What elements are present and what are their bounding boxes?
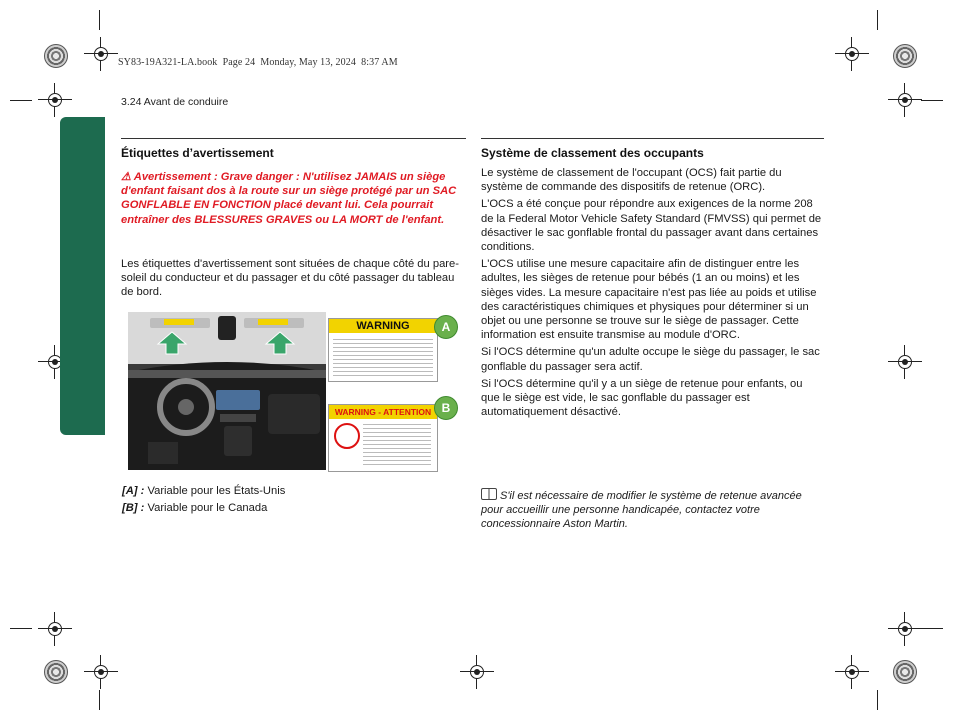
registration-mark-top-right bbox=[893, 44, 917, 68]
no-rear-facing-seat-icon bbox=[334, 423, 360, 449]
paragraph: Si l'OCS détermine qu'il y a un siège de retenue pour enfants, ou que le siège est vide, le sac gonflable du passager est automatiquement désactivé. bbox=[481, 377, 803, 419]
caption-key-b: [B] : bbox=[122, 502, 145, 514]
occupant-classification-body bbox=[481, 166, 824, 422]
trim-line bbox=[99, 690, 100, 710]
caption-text-a: Variable pour les États-Unis bbox=[144, 485, 286, 497]
section-tab bbox=[60, 117, 105, 435]
paragraph: Si l'OCS détermine qu'un adulte occupe le siège du passager, le sac gonflable du passager sera actif. bbox=[481, 346, 820, 373]
warning-label-b bbox=[328, 404, 438, 472]
trim-line bbox=[921, 100, 943, 101]
figure-caption-a bbox=[122, 484, 285, 499]
accessibility-icon bbox=[481, 488, 497, 500]
accessibility-note bbox=[481, 488, 824, 531]
warning-text bbox=[121, 170, 466, 227]
paragraph: Le système de classement de l'occupant (OCS) fait partie du système de commande des dispositifs de retenue (ORC). bbox=[481, 167, 782, 194]
crosshair-right-upper bbox=[888, 83, 922, 117]
print-slug: SY83-19A321-LA.book Page 24 Monday, May 13, 2024 8:37 AM bbox=[118, 57, 398, 68]
crosshair-bottom-left bbox=[84, 655, 118, 689]
crosshair-right-middle bbox=[888, 345, 922, 379]
crosshair-bottom-right bbox=[835, 655, 869, 689]
column-rule-right bbox=[481, 138, 824, 139]
crosshair-right-lower bbox=[888, 612, 922, 646]
warning-icon: ⚠ bbox=[121, 171, 132, 183]
paragraph: Les étiquettes d'avertissement sont situées de chaque côté du pare-soleil du conducteur et du passager et du côté passager du tableau de bord. bbox=[121, 258, 459, 299]
accessibility-note-text: S'il est nécessaire de modifier le système de retenue avancée pour accueillir une personne handicapée, contactez votre concessionnaire Aston Martin. bbox=[481, 490, 802, 530]
section-title-occupant-classification: Système de classement des occupants bbox=[481, 146, 704, 160]
warning-labels-figure bbox=[128, 312, 462, 472]
section-title-warning-labels: Étiquettes d’avertissement bbox=[121, 146, 274, 160]
trim-line bbox=[10, 100, 32, 101]
warning-label-a-heading: WARNING bbox=[329, 319, 437, 333]
registration-mark-bottom-right bbox=[893, 660, 917, 684]
trim-line bbox=[877, 690, 878, 710]
crosshair-top-left bbox=[84, 37, 118, 71]
crosshair-bottom-center bbox=[460, 655, 494, 689]
dashboard-illustration bbox=[128, 312, 326, 470]
column-rule-left bbox=[121, 138, 466, 139]
paragraph: L'OCS a été conçue pour répondre aux exigences de la norme 208 de la Federal Motor Vehicle Safety Standard (FMVSS) qui permet de désactiver le sac gonflable frontal du passager avant dans certaines conditions. bbox=[481, 198, 822, 254]
warning-labels-body bbox=[121, 257, 466, 303]
warning-label-a bbox=[328, 318, 438, 382]
warning-message: Avertissement : Grave danger : N'utilisez JAMAIS un siège d'enfant faisant dos à la route sur un siège protégé par un SAC GONFLABLE EN FONCTION placé devant lui. Cela pourrait entraîner des BLESSURES GRAVES ou LA MORT de l'enfant. bbox=[121, 171, 457, 226]
registration-mark-bottom-left bbox=[44, 660, 68, 684]
dashboard-image bbox=[128, 312, 326, 470]
callout-badge-a: A bbox=[434, 315, 458, 339]
crosshair-left-upper bbox=[38, 83, 72, 117]
registration-mark-top-left bbox=[44, 44, 68, 68]
caption-key-a: [A] : bbox=[122, 485, 145, 497]
trim-line bbox=[99, 10, 100, 30]
paragraph: L'OCS utilise une mesure capacitaire afin de distinguer entre les adultes, les sièges de retenue pour bébés (1 an ou moins) et les sièges vides. La mesure capacitaire n'est pas liée au poids et utilise des caractéristiques chimiques et physiques pour déterminer si un objet ou une personne se trouve sur le siège de passager. Cette information est ensuite transmise au module d'ORC. bbox=[481, 258, 817, 342]
page-header: 3.24 Avant de conduire bbox=[121, 96, 229, 108]
figure-caption-b bbox=[122, 501, 267, 516]
callout-badge-b: B bbox=[434, 396, 458, 420]
trim-line bbox=[921, 628, 943, 629]
caption-text-b: Variable pour le Canada bbox=[144, 502, 268, 514]
crosshair-top-right bbox=[835, 37, 869, 71]
crosshair-left-lower bbox=[38, 612, 72, 646]
label-a-fineprint bbox=[333, 336, 433, 376]
warning-label-b-heading: WARNING - ATTENTION bbox=[329, 405, 437, 419]
label-b-fineprint bbox=[363, 421, 431, 465]
trim-line bbox=[10, 628, 32, 629]
trim-line bbox=[877, 10, 878, 30]
